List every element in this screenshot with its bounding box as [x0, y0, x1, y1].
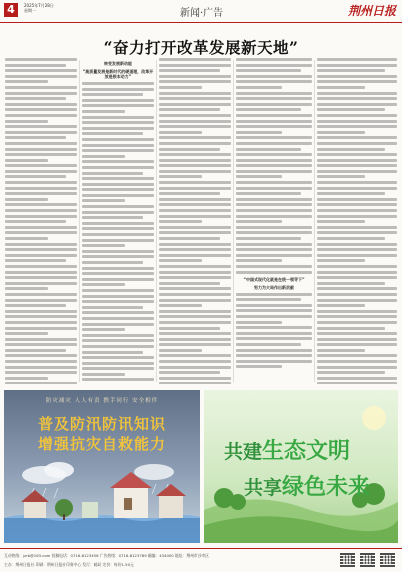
ad-left-line-2: 增强抗灾自救能力: [37, 435, 166, 453]
qr-code-icon: [380, 552, 395, 567]
ad-right-line-1-prefix: 共建: [224, 441, 263, 463]
ad-right-line-2-emphasis: 绿色未来: [282, 475, 371, 500]
qr-code-icon: [340, 552, 355, 567]
subhead-col2-a: 转变发展新动能: [104, 61, 132, 66]
flood-scene-illustration: [4, 390, 200, 543]
subhead-col4-b: 努力为大局作出新贡献: [254, 284, 294, 290]
issue-weekday: 星期一: [24, 8, 36, 13]
ad-right-line-1: [224, 434, 350, 465]
issue-date: [24, 3, 54, 13]
article-column-1: [5, 58, 77, 384]
article-column-4: [236, 58, 312, 384]
page-number: 4: [4, 3, 18, 17]
qr-code-icon: [360, 552, 375, 567]
article-column-3: [159, 58, 231, 384]
article-column-5: [317, 58, 397, 384]
flood-prevention-ad: [4, 390, 200, 543]
page-header: [0, 0, 402, 23]
sun-icon: [362, 406, 386, 430]
ad-right-line-2-prefix: 共享: [244, 477, 283, 499]
ad-left-tagline: 防灾减灾 人人有责 携手同行 安全相伴: [45, 398, 159, 404]
ecological-civilization-ad: [204, 390, 398, 543]
subhead-col4-a: “中国式现代化就是在统一领导下”: [243, 276, 305, 282]
section-title: 新闻·广告: [180, 8, 224, 19]
page-footer: [0, 548, 402, 572]
issue-date-text: 2025年7月28日: [24, 3, 54, 8]
ad-left-line-1: 普及防汛防讯知识: [37, 415, 166, 433]
article-column-2: [82, 58, 154, 384]
flood-water: [4, 518, 200, 543]
main-headline: “奋力打开改革发展新天地”: [103, 38, 299, 57]
green-scene-illustration: [204, 390, 398, 543]
ad-right-line-1-emphasis: 生态文明: [262, 439, 351, 464]
footer-line-1: 互动热线：jzrb@163.com 投稿电话：0716-8123456 广告热线：0716-8123789 邮编：434000 地址：荆州市沙市区: [4, 553, 210, 558]
ad-right-line-2: [244, 470, 370, 501]
footer-line-2: 主办：荆州日报社 印刷：荆州日报社印务中心 发行：邮局 定价：每份1.50元: [4, 562, 134, 567]
subhead-col2-b: “高质量发展是新时代的硬道理，改革开放是根本动力”: [82, 69, 154, 79]
newspaper-logo: 荆州日报: [347, 4, 396, 18]
